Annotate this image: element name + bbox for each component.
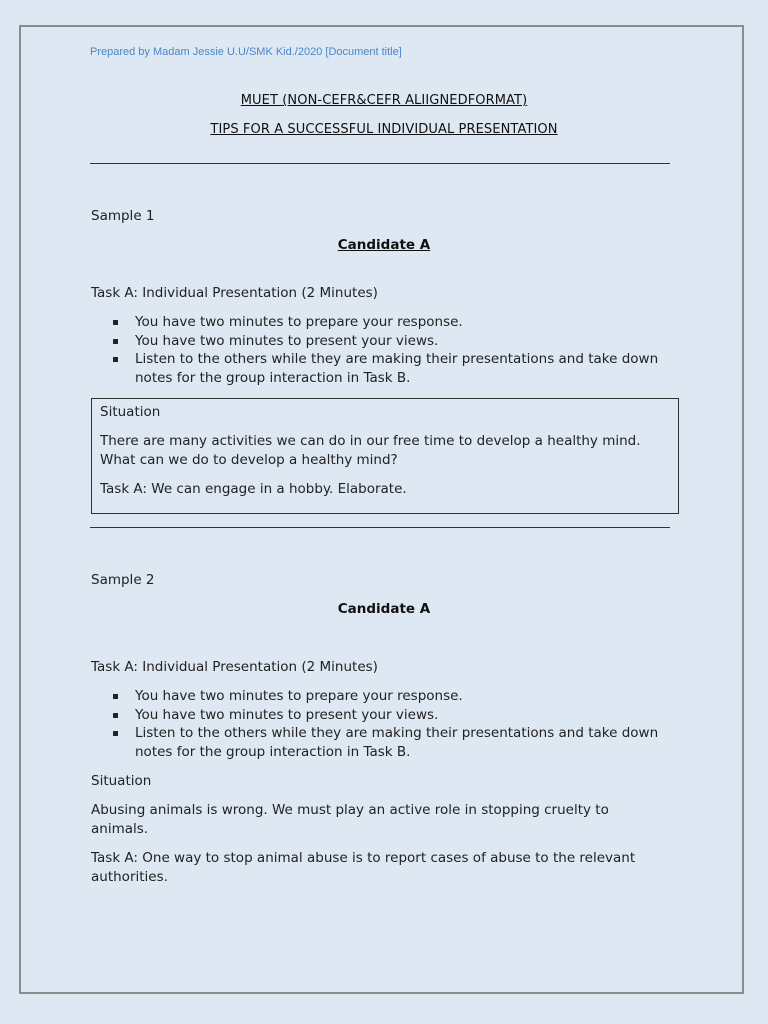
bullet-icon — [113, 713, 118, 718]
sample1-label: Sample 1 — [91, 208, 155, 224]
sample2-situation-text: Abusing animals is wrong. We must play an active role in stopping cruelty to animals. — [91, 802, 609, 837]
document-subtitle: TIPS FOR A SUCCESSFUL INDIVIDUAL PRESENTATION — [210, 122, 558, 137]
bullet-text: You have two minutes to present your views. — [135, 706, 439, 723]
bullet-icon — [113, 357, 118, 362]
sample1-candidate: Candidate A — [337, 237, 431, 253]
bullet-text: You have two minutes to prepare your response. — [135, 314, 463, 330]
sample1-situation-text: There are many activities we can do in our free time to develop a healthy mind. What can we do to develop a healthy mind? — [100, 433, 641, 468]
divider-line — [90, 527, 670, 528]
bullet-icon — [113, 694, 118, 699]
list-item — [112, 706, 692, 725]
list-item — [112, 687, 692, 706]
document-title: MUET (NON-CEFR&CEFR ALIIGNEDFORMAT) — [240, 93, 528, 108]
sample1-situation-label: Situation — [100, 404, 161, 420]
sample2-candidate: Candidate A — [337, 601, 431, 617]
sample2-task-text: Task A: One way to stop animal abuse is to report cases of abuse to the relevant authorities. — [91, 850, 636, 885]
list-item — [112, 332, 692, 351]
bullet-text: You have two minutes to present your views. — [135, 332, 439, 349]
bullet-icon — [113, 320, 118, 325]
sample1-task-heading: Task A: Individual Presentation (2 Minutes) — [91, 285, 378, 301]
sample1-task-text: Task A: We can engage in a hobby. Elaborate. — [100, 481, 407, 497]
document-header: Prepared by Madam Jessie U.U/SMK Kid./2020 [Document title] — [90, 46, 402, 58]
bullet-text: Listen to the others while they are making their presentations and take down notes for the group interaction in Task B. — [135, 725, 659, 760]
bullet-icon — [113, 731, 118, 736]
sample2-task-heading: Task A: Individual Presentation (2 Minutes) — [91, 659, 378, 675]
sample2-bullet-list — [112, 687, 692, 761]
sample2-situation-label: Situation — [91, 773, 152, 789]
list-item — [112, 724, 692, 761]
bullet-icon — [113, 339, 118, 344]
sample2-label: Sample 2 — [91, 572, 155, 588]
list-item — [112, 350, 692, 387]
bullet-text: You have two minutes to prepare your response. — [135, 688, 463, 704]
bullet-text: Listen to the others while they are making their presentations and take down notes for the group interaction in Task B. — [135, 351, 659, 386]
list-item — [112, 313, 692, 332]
sample1-bullet-list — [112, 313, 692, 387]
divider-line — [90, 163, 670, 164]
